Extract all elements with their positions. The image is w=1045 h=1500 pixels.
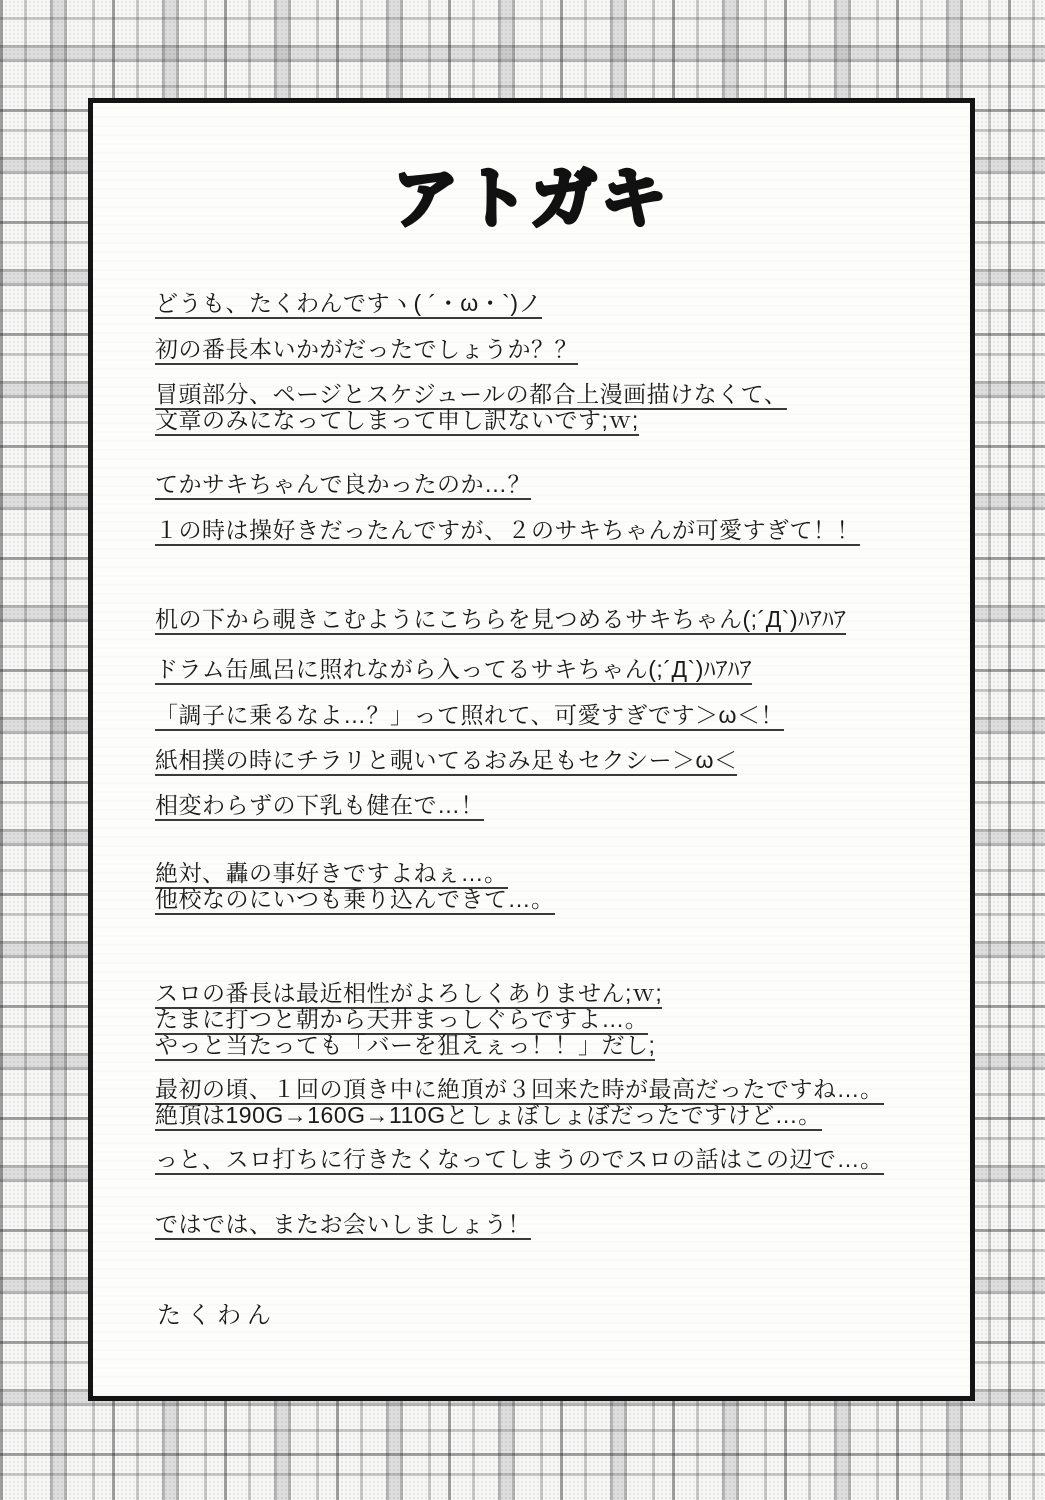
afterword-line: 文章のみになってしまって申し訳ないです;ｗ; [155, 407, 639, 436]
afterword-line: てかサキちゃんで良かったのか…？ [155, 471, 531, 500]
afterword-line: やっと当たっても「バーを狙えぇっ！！」だし; [155, 1032, 655, 1061]
afterword-line: １の時は操好きだったんですが、２のサキちゃんが可愛すぎて！！ [155, 517, 860, 546]
author-signature: たくわん [157, 1302, 277, 1329]
afterword-line: 初の番長本いかがだったでしょうか？？ [155, 336, 578, 365]
page-title: アトガキ [392, 161, 671, 235]
afterword-line: 「調子に乗るなよ…？」って照れて、可愛すぎです＞ω＜！ [155, 702, 784, 731]
afterword-line: どうも、たくわんですヽ( ´・ω・`)ノ [155, 290, 542, 319]
afterword-line: 相変わらずの下乳も健在で…！ [155, 792, 484, 821]
afterword-page [88, 98, 975, 1401]
afterword-line: ドラム缶風呂に照れながら入ってるサキちゃん(;´Д`)ﾊｱﾊｱ [155, 656, 752, 685]
afterword-line: 机の下から覗きこむようにこちらを見つめるサキちゃん(;´Д`)ﾊｱﾊｱ [155, 606, 846, 635]
afterword-line: 絶頂は190G→160G→110Gとしょぼしょぼだったですけど…。 [155, 1102, 822, 1131]
afterword-line: 最初の頃、１回の頂き中に絶頂が３回来た時が最高だったですね…。 [155, 1076, 884, 1105]
afterword-line: たまに打つと朝から天井まっしぐらですよ…。 [155, 1006, 648, 1035]
afterword-line: 紙相撲の時にチラリと覗いてるおみ足もセクシー＞ω＜ [155, 747, 737, 776]
afterword-line: っと、スロ打ちに行きたくなってしまうのでスロの話はこの辺で…。 [155, 1146, 884, 1175]
afterword-line: ではでは、またお会いしましょう！ [155, 1211, 531, 1240]
afterword-line: 他校なのにいつも乗り込んできて…。 [155, 886, 555, 915]
afterword-line: 冒頭部分、ページとスケジュールの都合上漫画描けなくて、 [155, 381, 787, 410]
afterword-line: 絶対、轟の事好きですよねぇ…。 [155, 860, 508, 889]
afterword-line: スロの番長は最近相性がよろしくありません;ｗ; [155, 980, 662, 1009]
